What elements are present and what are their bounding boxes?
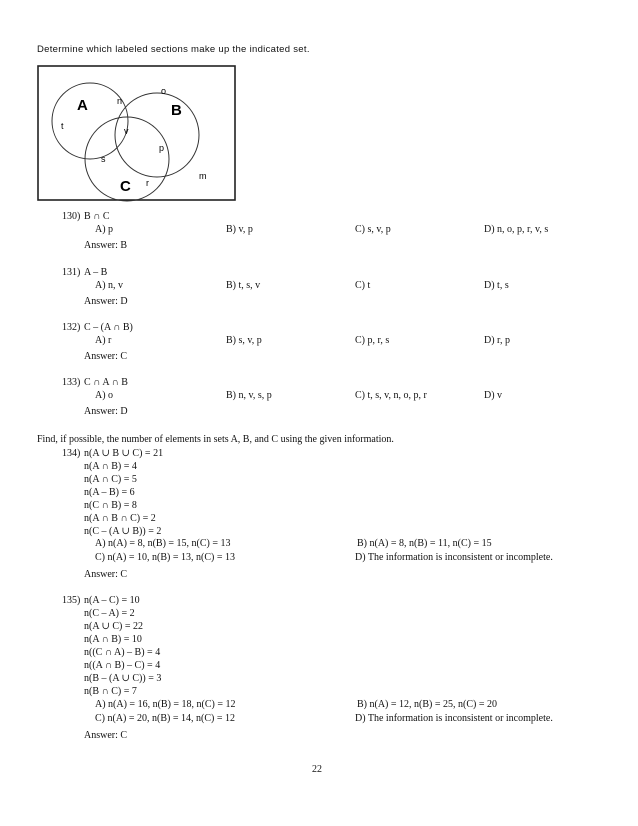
label-s: s [101,154,106,164]
page-number: 22 [312,764,322,775]
question-135-line-8: n(B ∩ C) = 7 [84,686,137,697]
instruction-find-elements: Find, if possible, the number of elements in sets A, B, and C using the given information. [37,434,394,445]
question-134-line-1: n(A ∪ B ∪ C) = 21 [84,448,164,459]
question-132-choice-a: A) r [95,335,112,346]
question-134-line-3: n(A ∩ C) = 5 [84,474,137,485]
venn-diagram [37,65,237,202]
label-b: B [171,102,182,119]
question-135-number: 135) [62,595,81,606]
question-135-line-3: n(A ∪ C) = 22 [84,621,144,632]
question-131-number: 131) [62,267,81,278]
question-130-number: 130) [62,211,81,222]
question-134-choice-a: A) n(A) = 8, n(B) = 15, n(C) = 13 [95,538,231,549]
question-133-prompt: C ∩ A ∩ B [84,377,128,388]
question-132-prompt: C – (A ∩ B) [84,322,133,333]
question-132-answer: Answer: C [84,351,128,362]
question-132-choice-c: C) p, r, s [355,335,390,346]
label-o: o [161,86,167,96]
question-131-choice-d: D) t, s [484,280,509,291]
question-131-prompt: A – B [84,267,108,278]
question-133-choice-b: B) n, v, s, p [226,390,272,401]
question-135-answer: Answer: C [84,730,128,741]
question-135-line-2: n(C – A) = 2 [84,608,135,619]
question-132-choice-d: D) r, p [484,335,510,346]
question-135-choice-a: A) n(A) = 16, n(B) = 18, n(C) = 12 [95,699,236,710]
question-133-choice-c: C) t, s, v, n, o, p, r [355,390,427,401]
question-130-choice-d: D) n, o, p, r, v, s [484,224,549,235]
label-r: r [146,178,149,188]
question-131-choice-b: B) t, s, v [226,280,261,291]
label-p: p [159,143,165,153]
question-134-line-4: n(A – B) = 6 [84,487,135,498]
label-t: t [61,121,64,131]
question-133-answer: Answer: D [84,406,128,417]
question-135-line-4: n(A ∩ B) = 10 [84,634,142,645]
question-131-answer: Answer: D [84,296,128,307]
label-c: C [120,178,131,195]
question-133-choice-d: D) v [484,390,503,401]
question-134-line-5: n(C ∩ B) = 8 [84,500,137,511]
question-135-choice-c: C) n(A) = 20, n(B) = 14, n(C) = 12 [95,713,235,724]
question-132-number: 132) [62,322,81,333]
question-135-choice-d: D) The information is inconsistent or incomplete. [355,713,553,724]
question-134-choice-d: D) The information is inconsistent or incomplete. [355,552,553,563]
question-135-choice-b: B) n(A) = 12, n(B) = 25, n(C) = 20 [357,699,497,710]
label-a: A [77,97,88,114]
question-134-answer: Answer: C [84,569,128,580]
question-130-prompt: B ∩ C [84,211,110,222]
question-132-choice-b: B) s, v, p [226,335,262,346]
question-134-choice-c: C) n(A) = 10, n(B) = 13, n(C) = 13 [95,552,235,563]
question-131-choice-c: C) t [355,280,371,291]
question-130-choice-b: B) v, p [226,224,253,235]
question-135-line-7: n(B – (A ∪ C)) = 3 [84,673,162,684]
question-135-line-1: n(A – C) = 10 [84,595,140,606]
label-v: v [124,126,129,136]
question-130-choice-c: C) s, v, p [355,224,391,235]
question-133-choice-a: A) o [95,390,114,401]
question-134-number: 134) [62,448,81,459]
question-131-choice-a: A) n, v [95,280,124,291]
question-135-line-5: n((C ∩ A) – B) = 4 [84,647,161,658]
question-130-answer: Answer: B [84,240,128,251]
question-134-choice-b: B) n(A) = 8, n(B) = 11, n(C) = 15 [357,538,492,549]
question-134-line-7: n(C – (A ∪ B)) = 2 [84,526,162,537]
question-135-line-6: n((A ∩ B) – C) = 4 [84,660,161,671]
label-n: n [117,96,123,106]
question-130-choice-a: A) p [95,224,114,235]
label-m: m [199,171,207,181]
instruction-determine-sections: Determine which labeled sections make up the indicated set. [37,44,310,55]
question-133-number: 133) [62,377,81,388]
question-134-line-2: n(A ∩ B) = 4 [84,461,137,472]
question-134-line-6: n(A ∩ B ∩ C) = 2 [84,513,156,524]
